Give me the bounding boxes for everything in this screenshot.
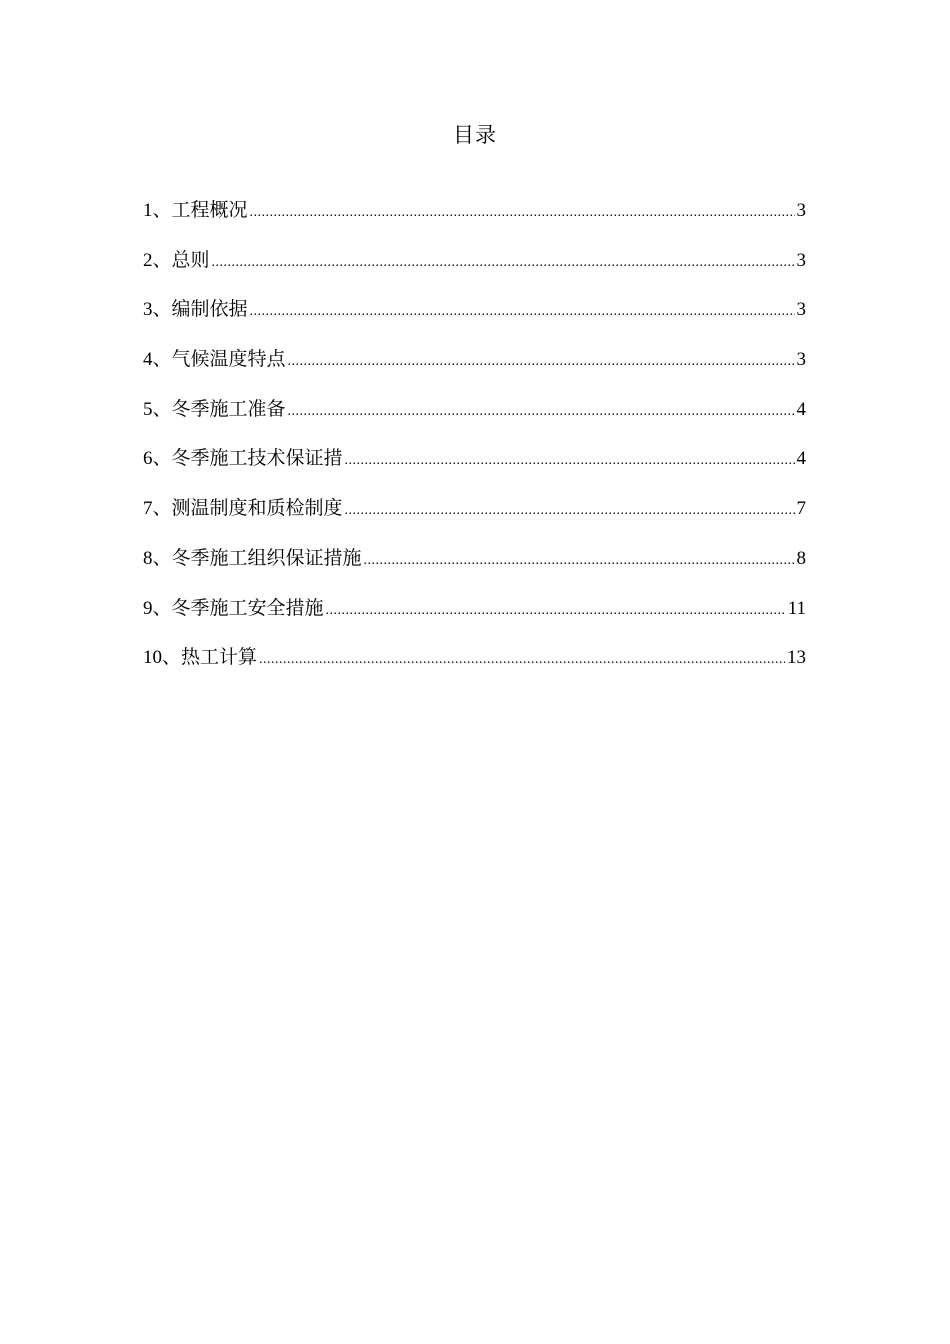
toc-entry-page: 3 <box>796 299 806 321</box>
toc-entry[interactable] <box>143 545 806 595</box>
toc-entry[interactable] <box>143 197 806 247</box>
toc-dot-leader <box>345 497 795 525</box>
toc-dot-leader <box>326 597 786 625</box>
toc-entry[interactable] <box>143 396 806 446</box>
toc-dot-leader <box>345 447 795 475</box>
toc-entry-page: 4 <box>796 398 806 420</box>
toc-entry[interactable] <box>143 595 806 645</box>
toc-dot-leader <box>288 398 795 426</box>
toc-entry[interactable] <box>143 495 806 545</box>
toc-dot-leader <box>259 646 785 674</box>
table-of-contents <box>143 197 806 694</box>
toc-entry[interactable] <box>143 644 806 694</box>
toc-entry-label: 1、工程概况 <box>143 200 248 221</box>
toc-title: 目录 <box>453 123 497 147</box>
toc-entry-label: 5、冬季施工准备 <box>143 398 286 420</box>
toc-entry-page: 11 <box>787 597 806 619</box>
toc-entry-label: 10、热工计算 <box>143 647 258 669</box>
toc-entry[interactable] <box>143 346 806 396</box>
toc-entry-page: 7 <box>796 498 806 520</box>
toc-entry[interactable] <box>143 296 806 346</box>
toc-entry[interactable] <box>143 445 806 495</box>
toc-entry-label: 2、总则 <box>143 249 210 271</box>
toc-entry-page: 4 <box>796 448 806 470</box>
toc-dot-leader <box>364 547 795 575</box>
toc-entry-page: 3 <box>796 200 806 221</box>
toc-entry-page: 3 <box>796 349 806 371</box>
toc-dot-leader <box>250 298 795 326</box>
toc-entry[interactable] <box>143 247 806 297</box>
toc-dot-leader <box>250 199 795 227</box>
toc-entry-label: 9、冬季施工安全措施 <box>143 597 324 619</box>
toc-entry-page: 3 <box>796 249 806 271</box>
toc-dot-leader <box>212 249 795 277</box>
toc-entry-label: 8、冬季施工组织保证措施 <box>143 547 362 569</box>
toc-entry-page: 8 <box>796 547 806 569</box>
toc-entry-label: 4、气候温度特点 <box>143 349 286 371</box>
toc-dot-leader <box>288 348 795 376</box>
toc-entry-label: 3、编制依据 <box>143 299 248 321</box>
toc-entry-label: 7、测温制度和质检制度 <box>143 498 343 520</box>
toc-entry-label: 6、冬季施工技术保证措 <box>143 448 343 470</box>
toc-entry-page: 13 <box>787 647 806 669</box>
